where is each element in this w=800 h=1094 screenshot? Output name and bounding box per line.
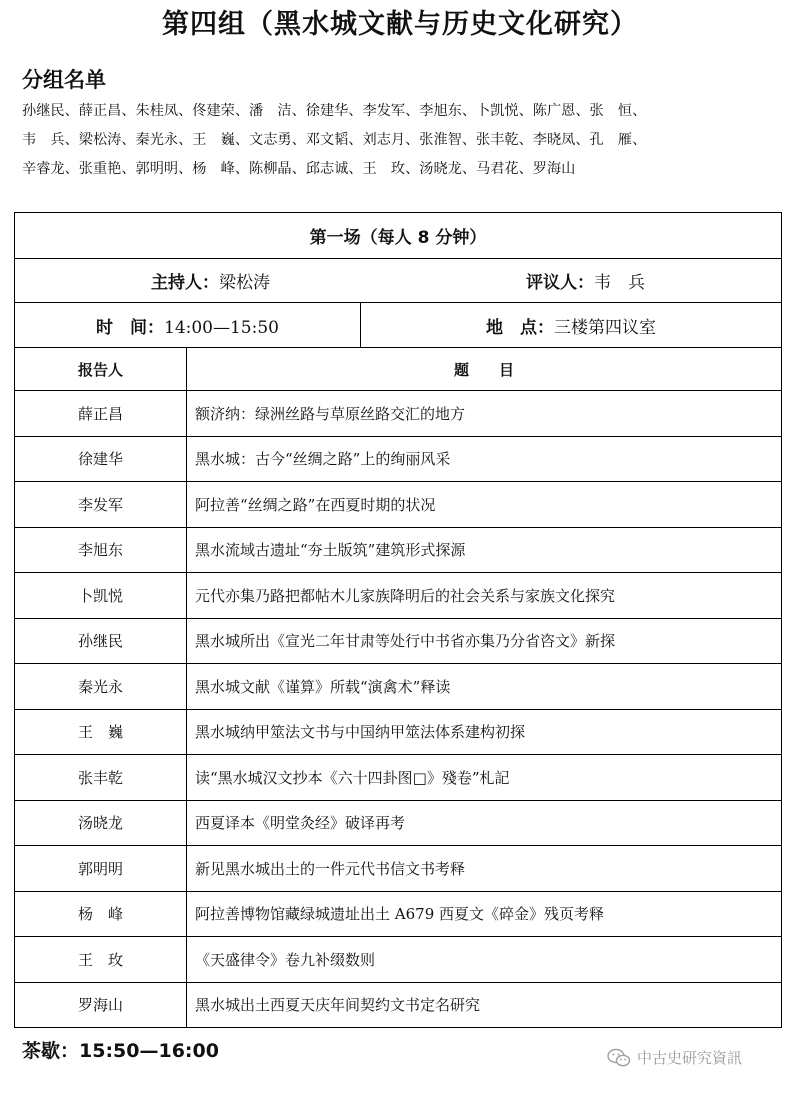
topic-cell: 读“黑水城汉文抄本《六十四卦图□》殘卷”札記 xyxy=(187,755,782,801)
reporter-cell: 杨 峰 xyxy=(15,891,187,937)
topic-cell: 阿拉善博物馆藏绿城遗址出土 A679 西夏文《碎金》残页考释 xyxy=(187,891,782,937)
topic-cell: 黑水城：古今“丝绸之路”上的绚丽风采 xyxy=(187,436,782,482)
table-row xyxy=(15,436,782,482)
reporter-cell: 汤晓龙 xyxy=(15,800,187,846)
roster-line: 韦 兵、梁松涛、秦光永、王 巍、文志勇、邓文韬、刘志月、张淮智、张丰乾、李晓凤、孔 雁、 xyxy=(22,132,647,148)
table-row xyxy=(15,891,782,937)
watermark xyxy=(607,1047,742,1068)
topic-cell: 《天盛律令》卷九补缀数则 xyxy=(187,937,782,983)
table-row xyxy=(15,573,782,619)
group-roster xyxy=(22,97,792,184)
host-reviewer-row xyxy=(15,259,782,303)
time-label: 时 间： xyxy=(96,317,164,338)
reporter-cell: 李发军 xyxy=(15,482,187,528)
reporter-cell: 徐建华 xyxy=(15,436,187,482)
place-cell xyxy=(361,303,782,348)
reviewer-cell xyxy=(526,268,645,293)
table-row xyxy=(15,527,782,573)
topic-cell: 西夏译本《明堂灸经》破译再考 xyxy=(187,800,782,846)
page-title: 第四组（黑水城文献与历史文化研究） xyxy=(162,9,638,40)
reporter-cell: 薛正昌 xyxy=(15,391,187,437)
table-row xyxy=(15,755,782,801)
table-row xyxy=(15,846,782,892)
tea-break: 茶歇：15:50—16:00 xyxy=(22,1040,219,1062)
time-cell xyxy=(15,303,361,348)
reporter-cell: 卜凯悦 xyxy=(15,573,187,619)
reporter-cell: 王 玫 xyxy=(15,937,187,983)
reporter-cell: 张丰乾 xyxy=(15,755,187,801)
topic-cell: 黑水城出土西夏天庆年间契约文书定名研究 xyxy=(187,982,782,1028)
table-row xyxy=(15,800,782,846)
group-roster-heading: 分组名单 xyxy=(22,68,106,92)
table-row xyxy=(15,618,782,664)
wechat-icon xyxy=(607,1048,631,1068)
reporter-cell: 孙继民 xyxy=(15,618,187,664)
session-title: 第一场（每人 8 分钟） xyxy=(15,213,782,259)
column-header-topic: 题 目 xyxy=(187,348,782,391)
topic-cell: 黑水流域古遗址“夯土版筑”建筑形式探源 xyxy=(187,527,782,573)
table-row xyxy=(15,937,782,983)
topic-cell: 黑水城所出《宣光二年甘肃等处行中书省亦集乃分省咨文》新探 xyxy=(187,618,782,664)
reporter-cell: 秦光永 xyxy=(15,664,187,710)
topic-cell: 阿拉善“丝绸之路”在西夏时期的状况 xyxy=(187,482,782,528)
reporter-cell: 李旭东 xyxy=(15,527,187,573)
place-value: 三楼第四议室 xyxy=(554,317,656,338)
session-schedule-table xyxy=(14,212,782,1028)
table-row xyxy=(15,982,782,1028)
table-row xyxy=(15,709,782,755)
topic-cell: 额济纳：绿洲丝路与草原丝路交汇的地方 xyxy=(187,391,782,437)
reporter-cell: 王 巍 xyxy=(15,709,187,755)
topic-cell: 元代亦集乃路把都帖木儿家族降明后的社会关系与家族文化探究 xyxy=(187,573,782,619)
reporter-cell: 罗海山 xyxy=(15,982,187,1028)
table-row xyxy=(15,482,782,528)
host-cell xyxy=(151,268,270,293)
roster-line: 辛睿龙、张重艳、郭明明、杨 峰、陈柳晶、邱志诚、王 玫、汤晓龙、马君花、罗海山 xyxy=(22,161,576,177)
table-row xyxy=(15,664,782,710)
reporter-cell: 郭明明 xyxy=(15,846,187,892)
reviewer-label: 评议人： xyxy=(526,273,594,293)
reviewer-name: 韦 兵 xyxy=(594,273,645,293)
place-label: 地 点： xyxy=(486,317,554,338)
table-row xyxy=(15,391,782,437)
topic-cell: 黑水城文献《谨算》所载“演禽术”释读 xyxy=(187,664,782,710)
host-name: 梁松涛 xyxy=(219,273,270,293)
topic-cell: 黑水城纳甲筮法文书与中国纳甲筮法体系建构初探 xyxy=(187,709,782,755)
roster-line: 孙继民、薛正昌、朱桂凤、佟建荣、潘 洁、徐建华、李发军、李旭东、卜凯悦、陈广恩、张 恒、 xyxy=(22,103,647,119)
time-value: 14:00—15:50 xyxy=(164,317,279,338)
column-header-reporter: 报告人 xyxy=(15,348,187,391)
watermark-text: 中古史研究資訊 xyxy=(637,1049,743,1067)
topic-cell: 新见黑水城出土的一件元代书信文书考释 xyxy=(187,846,782,892)
host-label: 主持人： xyxy=(151,273,219,293)
